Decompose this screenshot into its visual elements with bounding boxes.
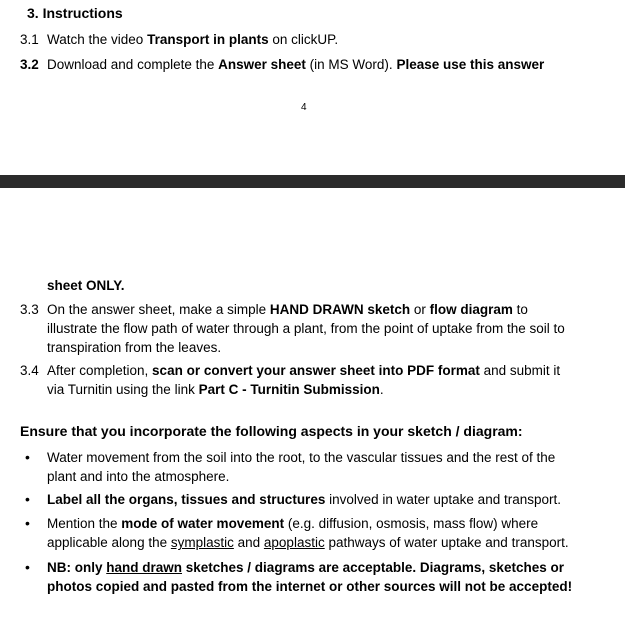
bullet-1-line2: plant and into the atmosphere.: [47, 469, 230, 484]
bullet-2-line1: Label all the organs, tissues and structures involved in water uptake and transport.: [47, 492, 561, 507]
item-number: 3.2: [20, 57, 39, 72]
bullet-3-line1: Mention the mode of water movement (e.g. diffusion, osmosis, mass flow) where: [47, 516, 539, 531]
page-number: 4: [301, 102, 307, 113]
instruction-3-4-line2: via Turnitin using the link Part C - Turnitin Submission.: [47, 382, 384, 397]
document-page-5: [0, 188, 625, 644]
instruction-3-2: Download and complete the Answer sheet (in MS Word). Please use this answer: [47, 57, 545, 72]
item-number: 3.4: [20, 363, 39, 378]
page-break-bar: [0, 175, 625, 188]
bullet-marker: •: [25, 559, 30, 575]
bullet-marker: •: [25, 449, 30, 465]
instruction-3-4-line1: After completion, scan or convert your answer sheet into PDF format and submit it: [47, 363, 561, 378]
instruction-3-3-line1: On the answer sheet, make a simple HAND DRAWN sketch or flow diagram to: [47, 302, 528, 317]
bullet-3-line2: applicable along the symplastic and apoplastic pathways of water uptake and transport.: [47, 535, 569, 550]
section-heading: 3. Instructions: [27, 5, 123, 21]
bullet-marker: •: [25, 491, 30, 507]
instruction-3-1: Watch the video Transport in plants on clickUP.: [47, 32, 339, 47]
instruction-3-3-line2: illustrate the flow path of water through a plant, from the point of uptake from the soil to: [47, 321, 565, 336]
item-number: 3.1: [20, 32, 39, 47]
requirements-heading: Ensure that you incorporate the following aspects in your sketch / diagram:: [20, 423, 523, 439]
bullet-4-line1: NB: only hand drawn sketches / diagrams are acceptable. Diagrams, sketches or: [47, 560, 564, 575]
item-number: 3.3: [20, 302, 39, 317]
bullet-1-line1: Water movement from the soil into the root, to the vascular tissues and the rest of the: [47, 450, 556, 465]
bullet-4-line2: photos copied and pasted from the internet or other sources will not be accepted!: [47, 579, 573, 594]
instruction-3-3-line3: transpiration from the leaves.: [47, 340, 222, 355]
bullet-marker: •: [25, 515, 30, 531]
continued-text: sheet ONLY.: [47, 278, 125, 293]
document-page-4: [0, 0, 625, 175]
